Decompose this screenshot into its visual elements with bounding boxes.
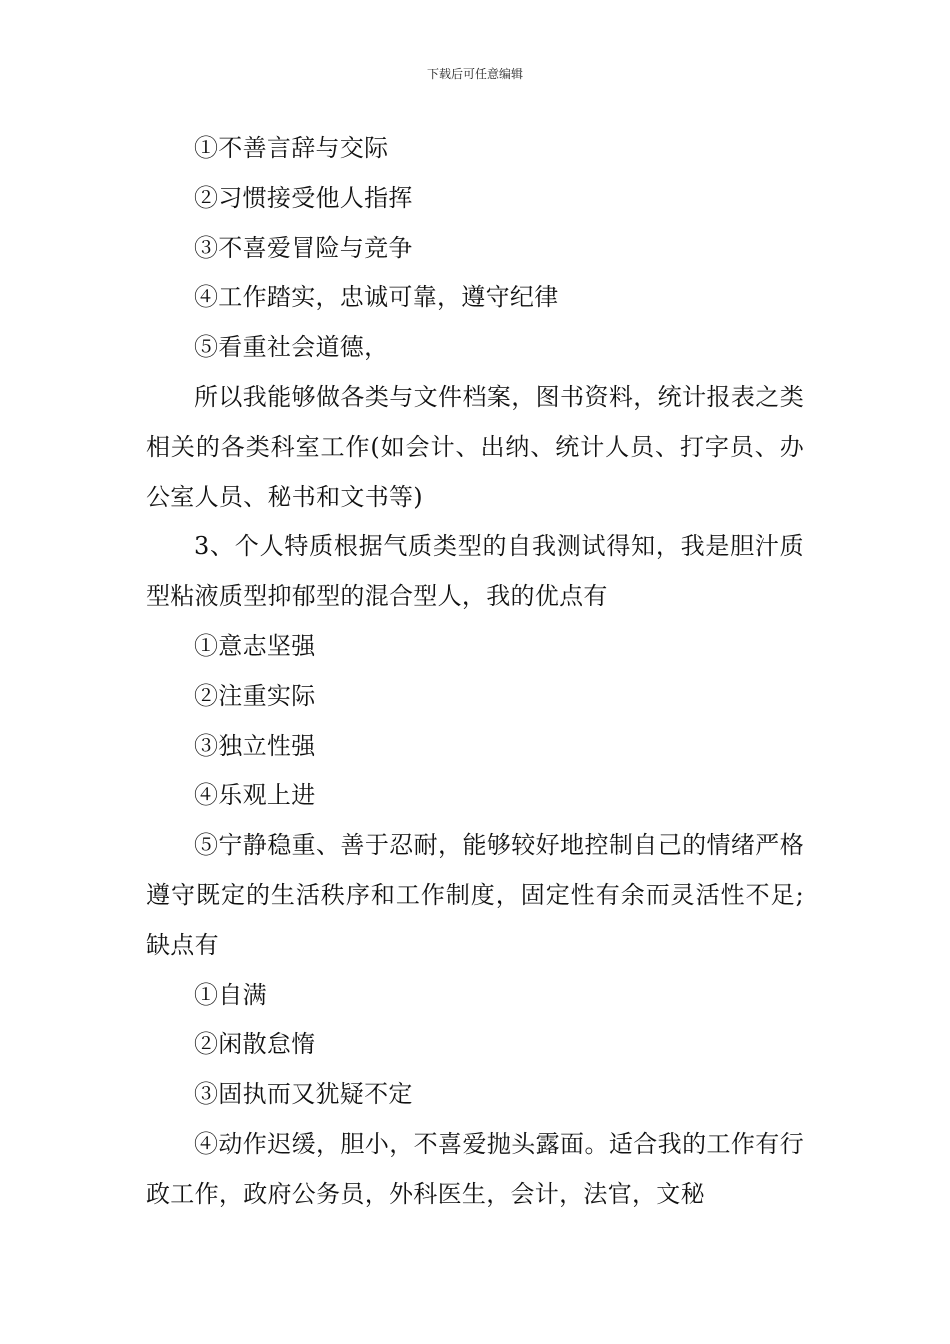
paragraph: ③不喜爱冒险与竞争	[194, 233, 413, 262]
page-header: 下载后可任意编辑	[426, 67, 523, 81]
paragraph: 所以我能够做各类与文件档案，图书资料，统计报表之类相关的各类科室工作(如会计、出纳、统计人员、打字员、办公室人员、秘书和文书等)	[146, 382, 804, 511]
paragraph: ⑤看重社会道德，	[194, 333, 389, 362]
paragraph: ⑤宁静稳重、善于忍耐，能够较好地控制自己的情绪严格遵守既定的生活秩序和工作制度，固定性有余而灵活性不足;缺点有	[146, 831, 804, 959]
paragraph: ①自满	[194, 980, 267, 1009]
paragraph: ②注重实际	[194, 681, 316, 710]
paragraph: ①不善言辞与交际	[194, 134, 389, 162]
paragraph: ②闲散怠惰	[194, 1030, 316, 1059]
paragraph: ④工作踏实，忠诚可靠，遵守纪律	[194, 283, 559, 312]
paragraph: ③固执而又犹疑不定	[194, 1080, 413, 1109]
paragraph: ②习惯接受他人指挥	[194, 183, 413, 212]
paragraph: 3、个人特质根据气质类型的自我测试得知，我是胆汁质型粘液质型抑郁型的混合型人，我的优点有	[146, 532, 804, 611]
paragraph: ④乐观上进	[194, 781, 316, 810]
document-body	[146, 124, 804, 1220]
paragraph: ④动作迟缓，胆小，不喜爱抛头露面。适合我的工作有行政工作，政府公务员，外科医生，会计，法官，文秘	[146, 1129, 804, 1208]
paragraph: ①意志坚强	[194, 631, 316, 660]
paragraph: ③独立性强	[194, 731, 316, 760]
